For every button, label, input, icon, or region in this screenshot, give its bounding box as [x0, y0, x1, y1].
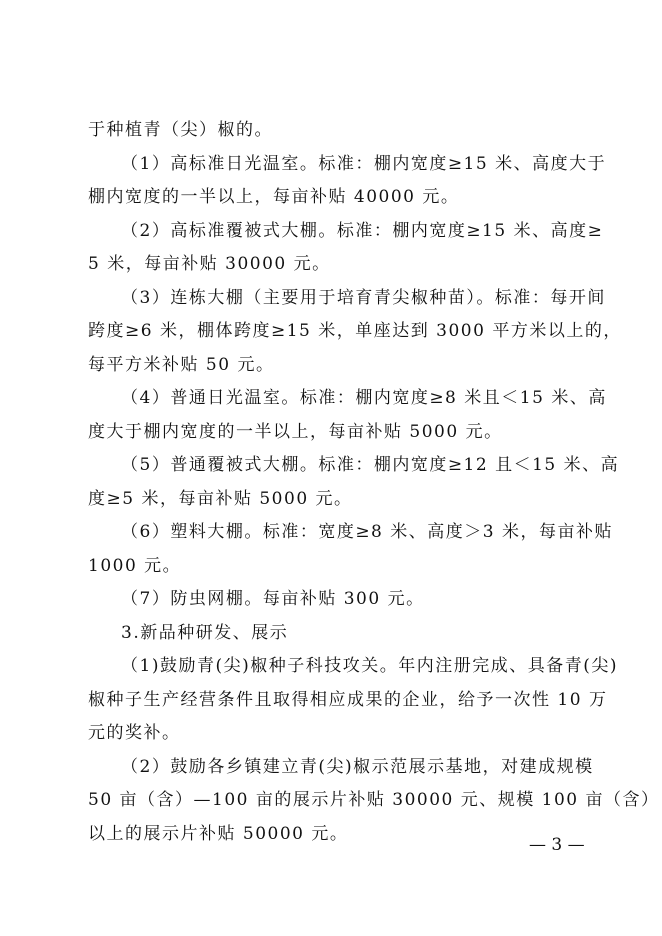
text-line: 度大于棚内宽度的一半以上，每亩补贴 5000 元。	[88, 422, 503, 442]
page-number: — 3 —	[529, 835, 585, 855]
section-item-1-line: （1)鼓励青(尖)椒种子科技攻关。年内注册完成、具备青(尖)	[121, 656, 618, 676]
item-2-line: （2）高标准覆被式大棚。标准：棚内宽度≥15 米、高度≥	[121, 221, 604, 241]
item-6-line: （6）塑料大棚。标准：宽度≥8 米、高度＞3 米，每亩补贴	[121, 522, 613, 542]
text-line: 5 米，每亩补贴 30000 元。	[88, 254, 331, 274]
item-7-line: （7）防虫网棚。每亩补贴 300 元。	[121, 589, 425, 609]
text-line: 1000 元。	[88, 556, 182, 576]
item-3-line: （3）连栋大棚（主要用于培育青尖椒种苗）。标准：每开间	[121, 288, 606, 308]
text-line: 跨度≥6 米，棚体跨度≥15 米，单座达到 3000 平方米以上的，	[88, 321, 622, 341]
text-line: 于种植青（尖）椒的。	[88, 120, 273, 140]
section-item-2-line: （2）鼓励各乡镇建立青(尖)椒示范展示基地，对建成规模	[121, 757, 594, 777]
item-4-line: （4）普通日光温室。标准：棚内宽度≥8 米且＜15 米、高	[121, 388, 607, 408]
text-line: 元的奖补。	[88, 723, 181, 743]
section-heading: 3.新品种研发、展示	[121, 623, 289, 643]
text-line: 棚内宽度的一半以上，每亩补贴 40000 元。	[88, 187, 460, 207]
text-line: 以上的展示片补贴 50000 元。	[88, 824, 349, 844]
text-line: 每平方米补贴 50 元。	[88, 355, 275, 375]
text-line: 椒种子生产经营条件且取得相应成果的企业，给予一次性 10 万	[88, 690, 608, 710]
text-line: 度≥5 米，每亩补贴 5000 元。	[88, 489, 353, 509]
text-line: 50 亩（含）—100 亩的展示片补贴 30000 元、规模 100 亩（含）	[88, 790, 660, 810]
item-5-line: （5）普通覆被式大棚。标准：棚内宽度≥12 且＜15 米、高	[121, 455, 620, 475]
item-1-line: （1）高标准日光温室。标准：棚内宽度≥15 米、高度大于	[121, 154, 607, 174]
